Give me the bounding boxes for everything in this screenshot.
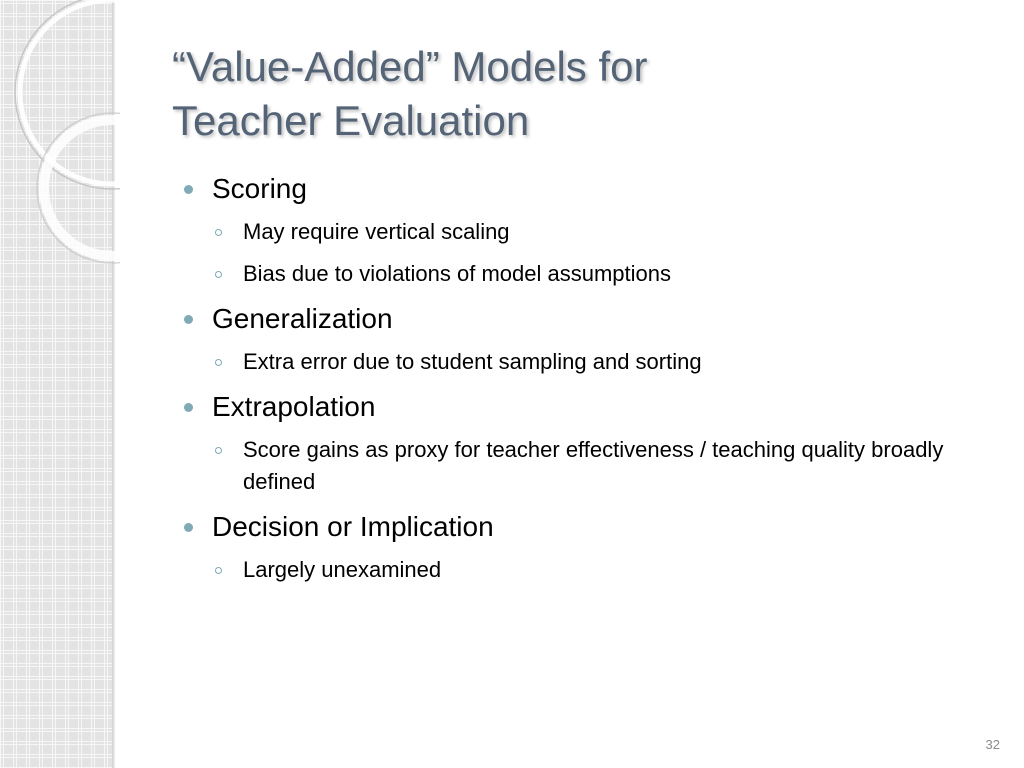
- sub-bullet-label: Bias due to violations of model assumptions: [243, 261, 672, 286]
- bullet-ring-icon: [215, 229, 222, 236]
- bullet-item: [182, 300, 982, 338]
- bullet-group: [182, 300, 982, 378]
- sub-bullet-list: [182, 554, 982, 586]
- title-line-1: “Value-Added” Models for: [172, 43, 648, 90]
- page-number: 32: [985, 737, 1000, 752]
- bullet-ring-icon: [215, 447, 222, 454]
- bullet-label: Scoring: [212, 173, 307, 204]
- bullet-item: [182, 170, 982, 208]
- bullet-group: [182, 508, 982, 586]
- bullet-label: Generalization: [212, 303, 393, 334]
- bullet-ring-icon: [215, 359, 222, 366]
- bullet-list: [182, 170, 982, 596]
- sub-bullet-item: [182, 434, 982, 498]
- sub-bullet-list: [182, 434, 982, 498]
- bullet-dot-icon: [184, 315, 193, 324]
- sub-bullet-item: [182, 216, 982, 248]
- bullet-group: [182, 170, 982, 290]
- bullet-item: [182, 508, 982, 546]
- sub-bullet-label: Score gains as proxy for teacher effectiveness / teaching quality broadly defined: [243, 437, 944, 494]
- bullet-ring-icon: [215, 567, 222, 574]
- sub-bullet-item: [182, 554, 982, 586]
- sub-bullet-item: [182, 346, 982, 378]
- decorative-arcs: [0, 0, 120, 280]
- bullet-group: [182, 388, 982, 498]
- sub-bullet-list: [182, 216, 982, 290]
- sub-bullet-item: [182, 258, 982, 290]
- bullet-dot-icon: [184, 523, 193, 532]
- sub-bullet-list: [182, 346, 982, 378]
- title-line-2: Teacher Evaluation: [172, 97, 530, 144]
- bullet-ring-icon: [215, 271, 222, 278]
- sub-bullet-label: Extra error due to student sampling and sorting: [243, 349, 702, 374]
- bullet-dot-icon: [184, 403, 193, 412]
- bullet-dot-icon: [184, 185, 193, 194]
- bullet-label: Decision or Implication: [212, 511, 494, 542]
- slide-title: [172, 40, 892, 148]
- sub-bullet-label: May require vertical scaling: [243, 219, 510, 244]
- bullet-item: [182, 388, 982, 426]
- bullet-label: Extrapolation: [212, 391, 376, 422]
- sub-bullet-label: Largely unexamined: [243, 557, 442, 582]
